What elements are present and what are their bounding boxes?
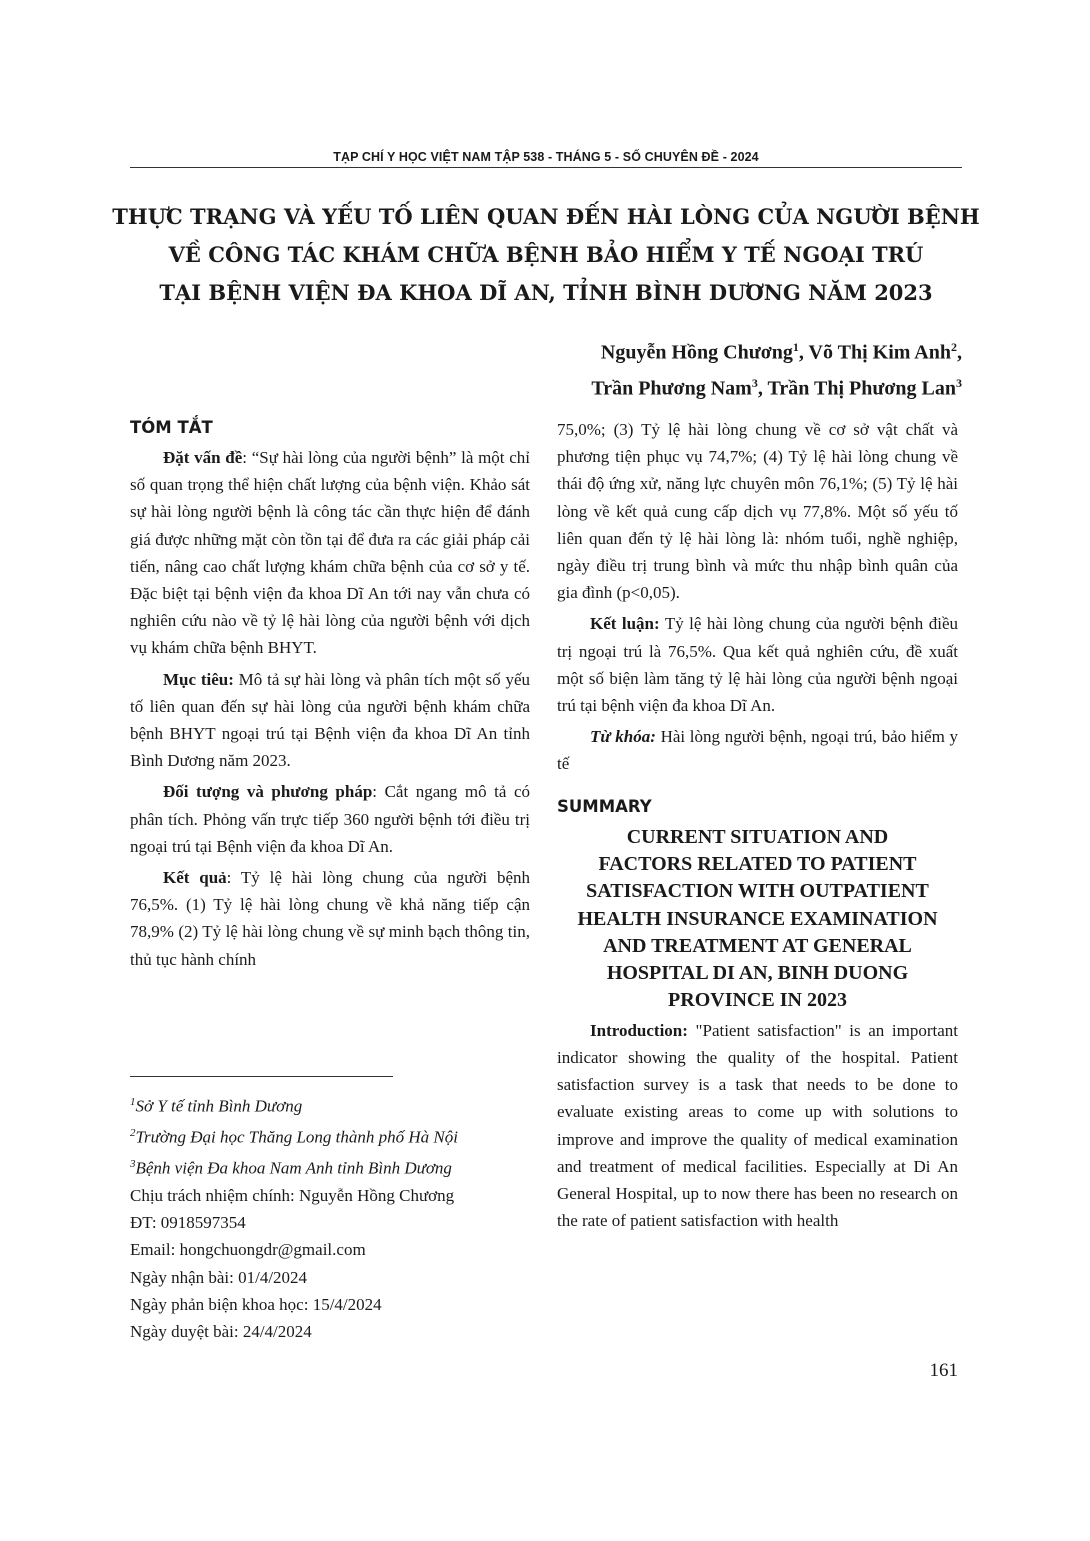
abstract-conclusion bbox=[557, 610, 958, 719]
objective-text: Mô tả sự hài lòng và phân tích một số yếu tố liên quan đến sự hài lòng của người bệnh khám chữa bệnh BHYT ngoại trú tại Bệnh viện đa khoa Dĩ An tỉnh Bình Dương năm 2023. bbox=[130, 669, 530, 771]
abstract-methods bbox=[130, 778, 530, 860]
author-affiliation-sup: 2 bbox=[951, 340, 957, 354]
author-name: Trần Phương Nam bbox=[591, 377, 752, 400]
methods-text: : Cắt ngang mô tả có phân tích. Phỏng vấn trực tiếp 360 người bệnh tới điều trị ngoại trú tại Bệnh viện đa khoa Dĩ An. bbox=[130, 782, 530, 856]
introduction-label: Introduction: bbox=[590, 1020, 688, 1040]
results-text: : Tỷ lệ hài lòng chung của người bệnh 76,5%. (1) Tỷ lệ hài lòng chung về khả năng tiếp cận 78,9% (2) Tỷ lệ hài lòng chung về sự minh bạch thông tin, thủ tục hành chính bbox=[130, 868, 530, 969]
article-title bbox=[100, 198, 992, 312]
date-reviewed: Ngày phản biện khoa học: 15/4/2024 bbox=[130, 1295, 382, 1315]
methods-label: Đối tượng và phương pháp bbox=[163, 782, 373, 802]
page-number: 161 bbox=[929, 1360, 958, 1381]
conclusion-label: Kết luận: bbox=[590, 614, 660, 634]
phone: ĐT: 0918597354 bbox=[130, 1213, 246, 1233]
abstract-results bbox=[130, 864, 530, 973]
english-title-line: AND TREATMENT AT GENERAL bbox=[603, 934, 912, 957]
author-name: Võ Thị Kim Anh bbox=[808, 341, 951, 364]
summary-heading: SUMMARY bbox=[557, 796, 652, 816]
summary-introduction bbox=[557, 1017, 958, 1235]
affiliation-text: Bệnh viện Đa khoa Nam Anh tỉnh Bình Dương bbox=[135, 1158, 452, 1178]
abstract-heading: TÓM TẮT bbox=[130, 418, 213, 437]
author-name: Trần Thị Phương Lan bbox=[767, 377, 956, 400]
author-separator: , bbox=[757, 377, 768, 400]
introduction-text: "Patient satisfaction" is an important indicator showing the quality of the hospital. Patient satisfaction survey is a task that needs to be done to evaluate existing areas to come up with solutions to improve and improve the quality of medical examination and treatment of medical facilities. Especially at Di An General Hospital, up to now there has been no research on the rate of patient satisfaction with health bbox=[557, 1020, 958, 1231]
author-affiliation-sup: 3 bbox=[956, 375, 962, 390]
background-text: : “Sự hài lòng của người bệnh” là một chỉ số quan trọng thể hiện chất lượng của bệnh viện. Khảo sát sự hài lòng người bệnh là công tác cần thực hiện để đánh giá được những mặt còn tồn tại để đưa ra các giải pháp cải tiến, nâng cao chất lượng khám chữa bệnh của cơ sở y tế. Đặc biệt tại bệnh viện đa khoa Dĩ An tới nay vẫn chưa có nghiên cứu nào về tỷ lệ hài lòng của người bệnh với dịch vụ khám chữa bệnh BHYT. bbox=[130, 448, 530, 658]
author-separator: , bbox=[798, 341, 809, 364]
english-title-line: FACTORS RELATED TO PATIENT bbox=[598, 852, 917, 875]
affiliation-sup: 3 bbox=[130, 1157, 136, 1170]
results-label: Kết quả bbox=[163, 868, 227, 888]
email: Email: hongchuongdr@gmail.com bbox=[130, 1240, 366, 1260]
header-rule bbox=[130, 167, 962, 168]
keywords-text: Hài lòng người bệnh, ngoại trú, bảo hiểm y tế bbox=[557, 727, 958, 774]
right-column bbox=[557, 416, 958, 1238]
footnote-rule bbox=[130, 1076, 393, 1077]
left-column bbox=[130, 415, 530, 977]
abstract-keywords bbox=[557, 723, 958, 777]
author-name: Nguyễn Hồng Chương bbox=[600, 341, 793, 364]
affiliation-sup: 1 bbox=[130, 1096, 136, 1108]
title-line-2: VỀ CÔNG TÁC KHÁM CHỮA BỆNH BẢO HIỂM Y TẾ NGOẠI TRÚ bbox=[168, 242, 924, 267]
objective-label: Mục tiêu: bbox=[163, 669, 234, 689]
background-label: Đặt vấn đề bbox=[163, 448, 243, 467]
affiliation-text: Sở Y tế tỉnh Bình Dương bbox=[135, 1096, 303, 1116]
affiliation-1 bbox=[130, 1089, 540, 1120]
corresponding-author: Chịu trách nhiệm chính: Nguyễn Hồng Chương bbox=[130, 1185, 455, 1205]
author-affiliation-sup: 3 bbox=[751, 375, 758, 390]
english-title-line: HOSPITAL DI AN, BINH DUONG bbox=[606, 962, 909, 985]
affiliation-2 bbox=[130, 1120, 540, 1151]
abstract-objective bbox=[130, 666, 530, 775]
affiliation-3 bbox=[130, 1151, 540, 1182]
english-title-line: PROVINCE IN 2023 bbox=[668, 989, 847, 1012]
conclusion-text: Tỷ lệ hài lòng chung của người bệnh điều trị ngoại trú là 76,5%. Qua kết quả nghiên cứu, đề xuất một số biện làm tăng tỷ lệ hài lòng của người bệnh ngoại trú tại bệnh viện đa khoa Dĩ An. bbox=[557, 614, 958, 716]
english-title-line: CURRENT SITUATION AND bbox=[626, 825, 889, 848]
author-list bbox=[591, 332, 962, 403]
date-accepted: Ngày duyệt bài: 24/4/2024 bbox=[130, 1322, 312, 1342]
author-separator: , bbox=[957, 341, 962, 364]
date-received: Ngày nhận bài: 01/4/2024 bbox=[130, 1267, 308, 1287]
abstract-results-continued: 75,0%; (3) Tỷ lệ hài lòng chung về cơ sở vật chất và phương tiện phục vụ 74,7%; (4) Tỷ lệ hài lòng chung về thái độ ứng xử, năng lực chuyên môn 76,1%; (5) Tỷ lệ hài lòng về kết quả cung cấp dịch vụ 77,8%. Một số yếu tố liên quan đến tỷ lệ hài lòng là: nhóm tuổi, nghề nghiệp, ngày điều trị trung bình và mức thu nhập bình quân của gia đình (p<0,05). bbox=[557, 420, 958, 603]
journal-header: TẠP CHÍ Y HỌC VIỆT NAM TẬP 538 - THÁNG 5 - SỐ CHUYÊN ĐỀ - 2024 bbox=[333, 150, 759, 164]
title-line-1: THỰC TRẠNG VÀ YẾU TỐ LIÊN QUAN ĐẾN HÀI LÒNG CỦA NGƯỜI BỆNH bbox=[112, 204, 980, 229]
abstract-background bbox=[130, 444, 530, 662]
keywords-label: Từ khóa: bbox=[590, 727, 656, 747]
english-title-line: SATISFACTION WITH OUTPATIENT bbox=[586, 880, 929, 903]
affiliation-sup: 2 bbox=[130, 1126, 136, 1139]
english-title-line: HEALTH INSURANCE EXAMINATION bbox=[577, 907, 938, 930]
footnotes bbox=[130, 1089, 540, 1346]
author-affiliation-sup: 1 bbox=[792, 340, 799, 354]
title-line-3: TẠI BỆNH VIỆN ĐA KHOA DĨ AN, TỈNH BÌNH DƯƠNG NĂM 2023 bbox=[159, 280, 933, 305]
english-title bbox=[557, 824, 958, 1015]
affiliation-text: Trường Đại học Thăng Long thành phố Hà Nội bbox=[135, 1127, 458, 1147]
